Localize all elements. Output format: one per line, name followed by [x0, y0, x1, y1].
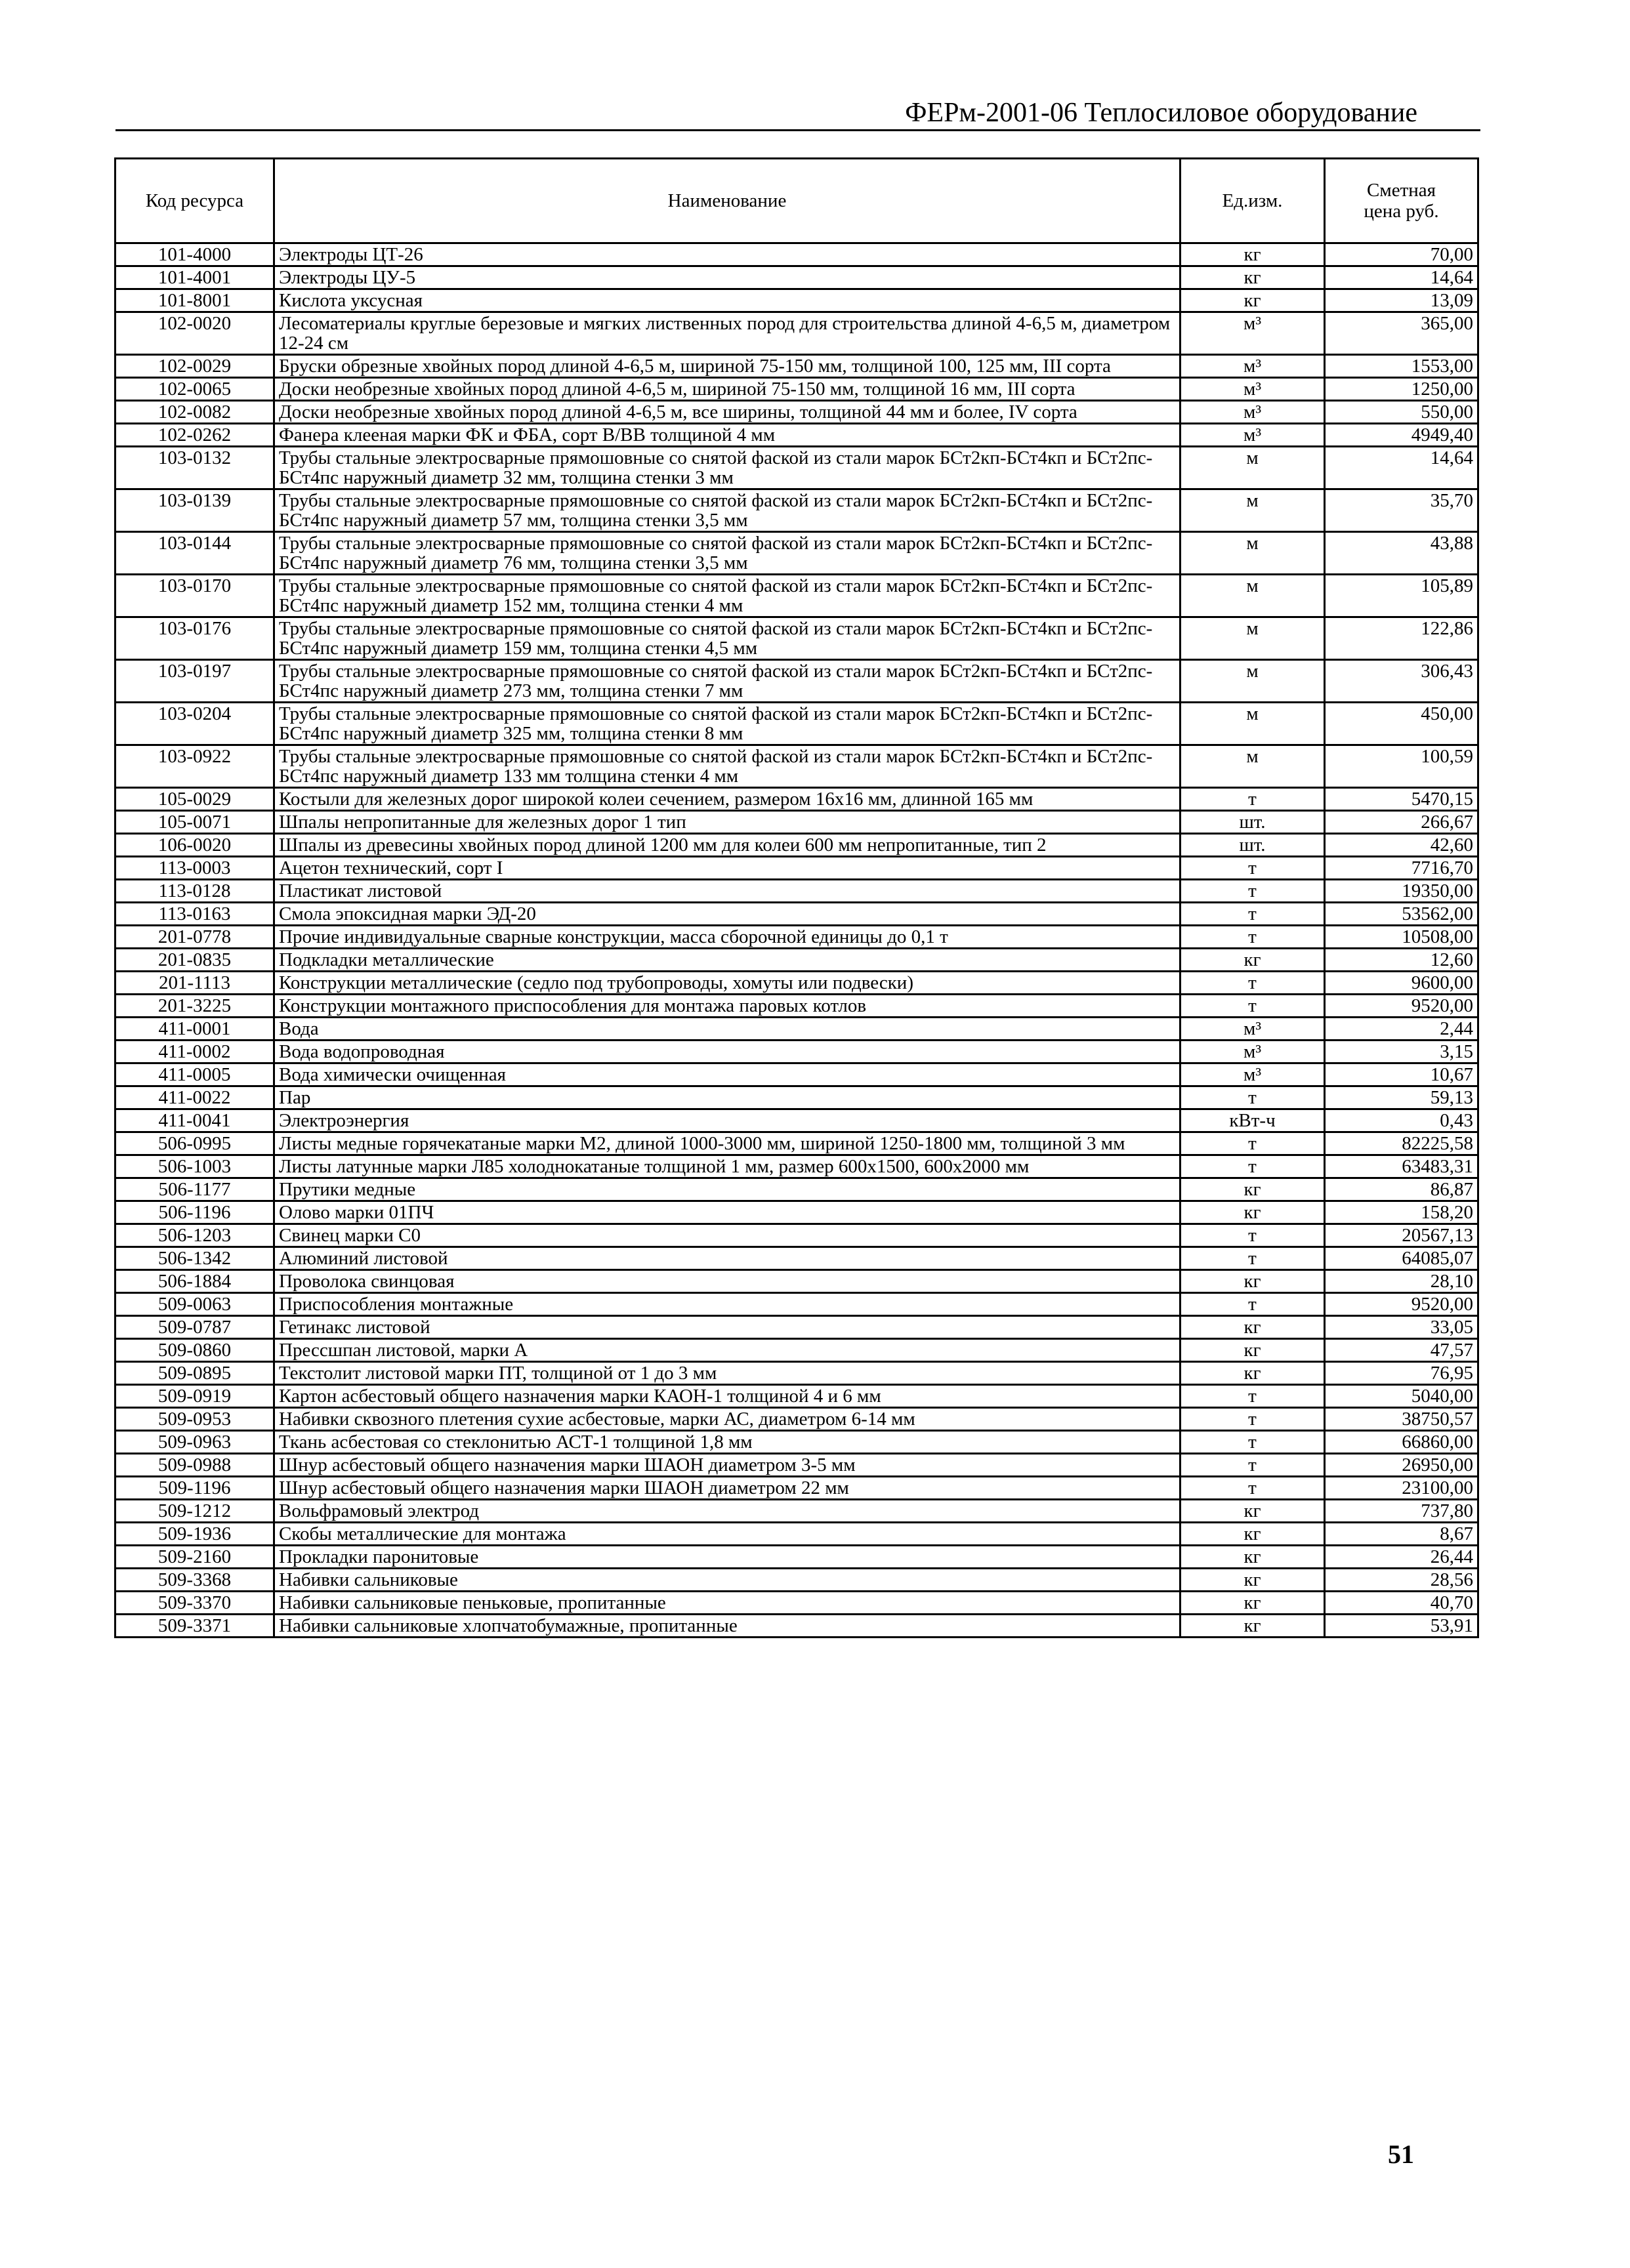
unit-cell: м: [1181, 447, 1325, 489]
table-row: [115, 880, 1478, 903]
name-cell: Конструкции монтажного приспособления для монтажа паровых котлов: [274, 995, 1181, 1018]
table-row: [115, 1201, 1478, 1224]
table-row: [115, 289, 1478, 312]
code-cell: 102-0020: [115, 312, 274, 355]
price-cell: 105,89: [1325, 575, 1478, 617]
unit-cell: т: [1181, 1224, 1325, 1247]
name-cell: Трубы стальные электросварные прямошовные со снятой фаской из стали марок БСт2кп-БСт4кп и БСт2пс-БСт4пс наружный диаметр 273 мм, толщина стенки 7 мм: [274, 660, 1181, 703]
table-row: [115, 1454, 1478, 1477]
code-cell: 509-0963: [115, 1431, 274, 1454]
unit-cell: т: [1181, 788, 1325, 811]
table-row: [115, 243, 1478, 266]
name-cell: Набивки сальниковые: [274, 1569, 1181, 1592]
unit-cell: кг: [1181, 1178, 1325, 1201]
name-cell: Свинец марки С0: [274, 1224, 1181, 1247]
price-cell: 14,64: [1325, 266, 1478, 289]
unit-cell: т: [1181, 1454, 1325, 1477]
unit-cell: кг: [1181, 949, 1325, 972]
page-title: ФЕРм-2001-06 Теплосиловое оборудование: [905, 98, 1417, 128]
price-cell: 9520,00: [1325, 1293, 1478, 1316]
code-cell: 103-0170: [115, 575, 274, 617]
code-cell: 506-0995: [115, 1132, 274, 1155]
name-cell: Текстолит листовой марки ПТ, толщиной от 1 до 3 мм: [274, 1362, 1181, 1385]
unit-cell: м³: [1181, 378, 1325, 401]
table-row: [115, 903, 1478, 926]
code-cell: 509-0919: [115, 1385, 274, 1408]
table-row: [115, 424, 1478, 447]
table-row: [115, 1270, 1478, 1293]
price-cell: 38750,57: [1325, 1408, 1478, 1431]
name-cell: Бруски обрезные хвойных пород длиной 4-6,5 м, шириной 75-150 мм, толщиной 100, 125 мм, III сорта: [274, 355, 1181, 378]
price-cell: 70,00: [1325, 243, 1478, 266]
table-row: [115, 447, 1478, 489]
code-cell: 113-0128: [115, 880, 274, 903]
table-row: [115, 617, 1478, 660]
code-cell: 509-3370: [115, 1592, 274, 1615]
price-cell: 59,13: [1325, 1086, 1478, 1109]
table-row: [115, 1018, 1478, 1041]
price-cell: 13,09: [1325, 289, 1478, 312]
code-cell: 411-0022: [115, 1086, 274, 1109]
unit-cell: м: [1181, 617, 1325, 660]
code-cell: 113-0163: [115, 903, 274, 926]
name-cell: Прокладки паронитовые: [274, 1546, 1181, 1569]
unit-cell: кг: [1181, 1362, 1325, 1385]
name-cell: Доски необрезные хвойных пород длиной 4-6,5 м, все ширины, толщиной 44 мм и более, IV сорта: [274, 401, 1181, 424]
table-row: [115, 266, 1478, 289]
table-row: [115, 1500, 1478, 1523]
table-row: [115, 926, 1478, 949]
name-cell: Проволока свинцовая: [274, 1270, 1181, 1293]
name-cell: Шпалы из древесины хвойных пород длиной 1200 мм для колеи 600 мм непропитанные, тип 2: [274, 834, 1181, 857]
unit-cell: кг: [1181, 1592, 1325, 1615]
table-row: [115, 995, 1478, 1018]
price-cell: 5470,15: [1325, 788, 1478, 811]
code-cell: 411-0041: [115, 1109, 274, 1132]
name-cell: Алюминий листовой: [274, 1247, 1181, 1270]
code-cell: 103-0922: [115, 745, 274, 788]
code-cell: 101-8001: [115, 289, 274, 312]
code-cell: 201-0835: [115, 949, 274, 972]
name-cell: Пар: [274, 1086, 1181, 1109]
name-cell: Лесоматериалы круглые березовые и мягких лиственных пород для строительства длиной 4-6,5 м, диаметром 12-24 см: [274, 312, 1181, 355]
price-cell: 28,10: [1325, 1270, 1478, 1293]
price-cell: 5040,00: [1325, 1385, 1478, 1408]
table-row: [115, 949, 1478, 972]
code-cell: 101-4000: [115, 243, 274, 266]
name-cell: Фанера клееная марки ФК и ФБА, сорт В/ВВ толщиной 4 мм: [274, 424, 1181, 447]
column-header-name: Наименование: [274, 159, 1181, 243]
code-cell: 102-0262: [115, 424, 274, 447]
table-row: [115, 1615, 1478, 1638]
price-cell: 14,64: [1325, 447, 1478, 489]
price-cell: 9600,00: [1325, 972, 1478, 995]
name-cell: Смола эпоксидная марки ЭД-20: [274, 903, 1181, 926]
name-cell: Вода водопроводная: [274, 1041, 1181, 1063]
price-cell: 64085,07: [1325, 1247, 1478, 1270]
price-cell: 28,56: [1325, 1569, 1478, 1592]
name-cell: Олово марки 01ПЧ: [274, 1201, 1181, 1224]
name-cell: Приспособления монтажные: [274, 1293, 1181, 1316]
column-header-price: Сметная цена руб.: [1325, 159, 1478, 243]
name-cell: Прессшпан листовой, марки А: [274, 1339, 1181, 1362]
name-cell: Ткань асбестовая со стеклонитью АСТ-1 толщиной 1,8 мм: [274, 1431, 1181, 1454]
name-cell: Картон асбестовый общего назначения марки КАОН-1 толщиной 4 и 6 мм: [274, 1385, 1181, 1408]
name-cell: Прутики медные: [274, 1178, 1181, 1201]
code-cell: 102-0029: [115, 355, 274, 378]
name-cell: Кислота уксусная: [274, 289, 1181, 312]
code-cell: 411-0002: [115, 1041, 274, 1063]
table-row: [115, 1109, 1478, 1132]
unit-cell: кг: [1181, 243, 1325, 266]
price-cell: 3,15: [1325, 1041, 1478, 1063]
unit-cell: т: [1181, 1155, 1325, 1178]
unit-cell: т: [1181, 926, 1325, 949]
unit-cell: м³: [1181, 312, 1325, 355]
table-row: [115, 1385, 1478, 1408]
code-cell: 506-1196: [115, 1201, 274, 1224]
table-row: [115, 1408, 1478, 1431]
unit-cell: м³: [1181, 424, 1325, 447]
unit-cell: м: [1181, 745, 1325, 788]
price-cell: 35,70: [1325, 489, 1478, 532]
table-row: [115, 660, 1478, 703]
price-cell: 43,88: [1325, 532, 1478, 575]
code-cell: 101-4001: [115, 266, 274, 289]
price-cell: 76,95: [1325, 1362, 1478, 1385]
unit-cell: кг: [1181, 1316, 1325, 1339]
unit-cell: т: [1181, 1247, 1325, 1270]
price-cell: 19350,00: [1325, 880, 1478, 903]
table-row: [115, 1293, 1478, 1316]
unit-cell: кг: [1181, 1500, 1325, 1523]
table-row: [115, 1339, 1478, 1362]
name-cell: Вольфрамовый электрод: [274, 1500, 1181, 1523]
price-cell: 20567,13: [1325, 1224, 1478, 1247]
table-row: [115, 1086, 1478, 1109]
table-row: [115, 378, 1478, 401]
price-cell: 9520,00: [1325, 995, 1478, 1018]
unit-cell: м: [1181, 489, 1325, 532]
table-row: [115, 532, 1478, 575]
price-cell: 82225,58: [1325, 1132, 1478, 1155]
unit-cell: кг: [1181, 266, 1325, 289]
unit-cell: т: [1181, 1408, 1325, 1431]
code-cell: 102-0082: [115, 401, 274, 424]
table-row: [115, 575, 1478, 617]
code-cell: 509-0787: [115, 1316, 274, 1339]
table-row: [115, 1224, 1478, 1247]
unit-cell: м³: [1181, 1063, 1325, 1086]
price-cell: 86,87: [1325, 1178, 1478, 1201]
name-cell: Электроэнергия: [274, 1109, 1181, 1132]
name-cell: Вода: [274, 1018, 1181, 1041]
price-cell: 100,59: [1325, 745, 1478, 788]
price-cell: 26950,00: [1325, 1454, 1478, 1477]
unit-cell: т: [1181, 1132, 1325, 1155]
code-cell: 509-2160: [115, 1546, 274, 1569]
price-cell: 550,00: [1325, 401, 1478, 424]
price-cell: 1250,00: [1325, 378, 1478, 401]
code-cell: 103-0204: [115, 703, 274, 745]
unit-cell: т: [1181, 903, 1325, 926]
name-cell: Вода химически очищенная: [274, 1063, 1181, 1086]
code-cell: 509-0988: [115, 1454, 274, 1477]
name-cell: Электроды ЦТ-26: [274, 243, 1181, 266]
price-cell: 365,00: [1325, 312, 1478, 355]
table-row: [115, 1592, 1478, 1615]
unit-cell: кг: [1181, 1569, 1325, 1592]
table-row: [115, 1063, 1478, 1086]
code-cell: 113-0003: [115, 857, 274, 880]
name-cell: Подкладки металлические: [274, 949, 1181, 972]
unit-cell: кг: [1181, 1201, 1325, 1224]
unit-cell: кг: [1181, 1546, 1325, 1569]
price-cell: 4949,40: [1325, 424, 1478, 447]
name-cell: Конструкции металлические (седло под трубопроводы, хомуты или подвески): [274, 972, 1181, 995]
price-cell: 306,43: [1325, 660, 1478, 703]
code-cell: 509-0953: [115, 1408, 274, 1431]
code-cell: 103-0176: [115, 617, 274, 660]
table-row: [115, 1431, 1478, 1454]
code-cell: 509-1212: [115, 1500, 274, 1523]
unit-cell: шт.: [1181, 811, 1325, 834]
name-cell: Трубы стальные электросварные прямошовные со снятой фаской из стали марок БСт2кп-БСт4кп и БСт2пс-БСт4пс наружный диаметр 133 мм толщина стенки 4 мм: [274, 745, 1181, 788]
resource-table: [114, 157, 1479, 1638]
unit-cell: т: [1181, 1086, 1325, 1109]
unit-cell: кг: [1181, 1615, 1325, 1638]
name-cell: Набивки сальниковые хлопчатобумажные, пропитанные: [274, 1615, 1181, 1638]
table-header-row: [115, 159, 1478, 243]
unit-cell: кг: [1181, 1270, 1325, 1293]
price-cell: 26,44: [1325, 1546, 1478, 1569]
code-cell: 106-0020: [115, 834, 274, 857]
code-cell: 102-0065: [115, 378, 274, 401]
table-row: [115, 1569, 1478, 1592]
unit-cell: м: [1181, 703, 1325, 745]
code-cell: 506-1177: [115, 1178, 274, 1201]
unit-cell: т: [1181, 1431, 1325, 1454]
code-cell: 509-0860: [115, 1339, 274, 1362]
price-cell: 10508,00: [1325, 926, 1478, 949]
unit-cell: м³: [1181, 355, 1325, 378]
price-cell: 2,44: [1325, 1018, 1478, 1041]
code-cell: 201-0778: [115, 926, 274, 949]
name-cell: Ацетон технический, сорт I: [274, 857, 1181, 880]
name-cell: Шнур асбестовый общего назначения марки ШАОН диаметром 3-5 мм: [274, 1454, 1181, 1477]
price-cell: 66860,00: [1325, 1431, 1478, 1454]
code-cell: 103-0132: [115, 447, 274, 489]
table-row: [115, 1041, 1478, 1063]
table-row: [115, 312, 1478, 355]
code-cell: 506-1003: [115, 1155, 274, 1178]
unit-cell: т: [1181, 1385, 1325, 1408]
code-cell: 509-1196: [115, 1477, 274, 1500]
code-cell: 509-0063: [115, 1293, 274, 1316]
unit-cell: кг: [1181, 1523, 1325, 1546]
name-cell: Листы латунные марки Л85 холоднокатаные толщиной 1 мм, размер 600х1500, 600х2000 мм: [274, 1155, 1181, 1178]
table-row: [115, 857, 1478, 880]
price-cell: 122,86: [1325, 617, 1478, 660]
unit-cell: т: [1181, 1293, 1325, 1316]
table-row: [115, 703, 1478, 745]
code-cell: 105-0071: [115, 811, 274, 834]
code-cell: 509-0895: [115, 1362, 274, 1385]
name-cell: Листы медные горячекатаные марки М2, длиной 1000-3000 мм, шириной 1250-1800 мм, толщиной 3 мм: [274, 1132, 1181, 1155]
name-cell: Трубы стальные электросварные прямошовные со снятой фаской из стали марок БСт2кп-БСт4кп и БСт2пс-БСт4пс наружный диаметр 325 мм, толщина стенки 8 мм: [274, 703, 1181, 745]
code-cell: 509-3371: [115, 1615, 274, 1638]
price-cell: 8,67: [1325, 1523, 1478, 1546]
page-number: 51: [1388, 2139, 1414, 2169]
code-cell: 201-3225: [115, 995, 274, 1018]
name-cell: Набивки сквозного плетения сухие асбестовые, марки АС, диаметром 6-14 мм: [274, 1408, 1181, 1431]
code-cell: 103-0144: [115, 532, 274, 575]
table-row: [115, 1523, 1478, 1546]
table-row: [115, 1316, 1478, 1339]
price-cell: 40,70: [1325, 1592, 1478, 1615]
name-cell: Шпалы непропитанные для железных дорог 1 тип: [274, 811, 1181, 834]
table-row: [115, 1546, 1478, 1569]
table-row: [115, 401, 1478, 424]
table-row: [115, 972, 1478, 995]
table-row: [115, 489, 1478, 532]
unit-cell: м³: [1181, 1018, 1325, 1041]
unit-cell: шт.: [1181, 834, 1325, 857]
table-body: [115, 243, 1478, 1638]
price-cell: 737,80: [1325, 1500, 1478, 1523]
name-cell: Электроды ЦУ-5: [274, 266, 1181, 289]
price-cell: 12,60: [1325, 949, 1478, 972]
name-cell: Прочие индивидуальные сварные конструкции, масса сборочной единицы до 0,1 т: [274, 926, 1181, 949]
price-cell: 33,05: [1325, 1316, 1478, 1339]
table-row: [115, 1247, 1478, 1270]
table-row: [115, 745, 1478, 788]
unit-cell: т: [1181, 972, 1325, 995]
price-cell: 450,00: [1325, 703, 1478, 745]
code-cell: 506-1884: [115, 1270, 274, 1293]
code-cell: 411-0001: [115, 1018, 274, 1041]
unit-cell: т: [1181, 880, 1325, 903]
price-cell: 10,67: [1325, 1063, 1478, 1086]
price-cell: 53562,00: [1325, 903, 1478, 926]
table-row: [115, 1178, 1478, 1201]
column-header-unit: Ед.изм.: [1181, 159, 1325, 243]
name-cell: Доски необрезные хвойных пород длиной 4-6,5 м, шириной 75-150 мм, толщиной 16 мм, III сорта: [274, 378, 1181, 401]
price-cell: 53,91: [1325, 1615, 1478, 1638]
code-cell: 506-1203: [115, 1224, 274, 1247]
table-row: [115, 355, 1478, 378]
unit-cell: кВт-ч: [1181, 1109, 1325, 1132]
table-row: [115, 788, 1478, 811]
code-cell: 509-3368: [115, 1569, 274, 1592]
code-cell: 103-0197: [115, 660, 274, 703]
unit-cell: т: [1181, 995, 1325, 1018]
unit-cell: м³: [1181, 1041, 1325, 1063]
code-cell: 411-0005: [115, 1063, 274, 1086]
table-row: [115, 1477, 1478, 1500]
code-cell: 105-0029: [115, 788, 274, 811]
name-cell: Трубы стальные электросварные прямошовные со снятой фаской из стали марок БСт2кп-БСт4кп и БСт2пс-БСт4пс наружный диаметр 76 мм, толщина стенки 3,5 мм: [274, 532, 1181, 575]
table-row: [115, 1132, 1478, 1155]
name-cell: Скобы металлические для монтажа: [274, 1523, 1181, 1546]
unit-cell: кг: [1181, 289, 1325, 312]
code-cell: 103-0139: [115, 489, 274, 532]
name-cell: Шнур асбестовый общего назначения марки ШАОН диаметром 22 мм: [274, 1477, 1181, 1500]
price-cell: 47,57: [1325, 1339, 1478, 1362]
unit-cell: т: [1181, 1477, 1325, 1500]
unit-cell: м: [1181, 532, 1325, 575]
name-cell: Набивки сальниковые пеньковые, пропитанные: [274, 1592, 1181, 1615]
price-cell: 158,20: [1325, 1201, 1478, 1224]
price-cell: 0,43: [1325, 1109, 1478, 1132]
column-header-code: Код ресурса: [115, 159, 274, 243]
price-cell: 7716,70: [1325, 857, 1478, 880]
table-row: [115, 1362, 1478, 1385]
name-cell: Пластикат листовой: [274, 880, 1181, 903]
table-row: [115, 834, 1478, 857]
price-cell: 42,60: [1325, 834, 1478, 857]
unit-cell: кг: [1181, 1339, 1325, 1362]
name-cell: Трубы стальные электросварные прямошовные со снятой фаской из стали марок БСт2кп-БСт4кп и БСт2пс-БСт4пс наружный диаметр 32 мм, толщина стенки 3 мм: [274, 447, 1181, 489]
table-row: [115, 811, 1478, 834]
price-cell: 1553,00: [1325, 355, 1478, 378]
code-cell: 201-1113: [115, 972, 274, 995]
name-cell: Трубы стальные электросварные прямошовные со снятой фаской из стали марок БСт2кп-БСт4кп и БСт2пс-БСт4пс наружный диаметр 57 мм, толщина стенки 3,5 мм: [274, 489, 1181, 532]
header-rule: [115, 129, 1480, 131]
price-cell: 266,67: [1325, 811, 1478, 834]
name-cell: Трубы стальные электросварные прямошовные со снятой фаской из стали марок БСт2кп-БСт4кп и БСт2пс-БСт4пс наружный диаметр 152 мм, толщина стенки 4 мм: [274, 575, 1181, 617]
code-cell: 506-1342: [115, 1247, 274, 1270]
unit-cell: м: [1181, 575, 1325, 617]
price-cell: 63483,31: [1325, 1155, 1478, 1178]
price-cell: 23100,00: [1325, 1477, 1478, 1500]
table-row: [115, 1155, 1478, 1178]
name-cell: Гетинакс листовой: [274, 1316, 1181, 1339]
unit-cell: м³: [1181, 401, 1325, 424]
unit-cell: м: [1181, 660, 1325, 703]
name-cell: Трубы стальные электросварные прямошовные со снятой фаской из стали марок БСт2кп-БСт4кп и БСт2пс-БСт4пс наружный диаметр 159 мм, толщина стенки 4,5 мм: [274, 617, 1181, 660]
name-cell: Костыли для железных дорог широкой колеи сечением, размером 16х16 мм, длинной 165 мм: [274, 788, 1181, 811]
code-cell: 509-1936: [115, 1523, 274, 1546]
unit-cell: т: [1181, 857, 1325, 880]
